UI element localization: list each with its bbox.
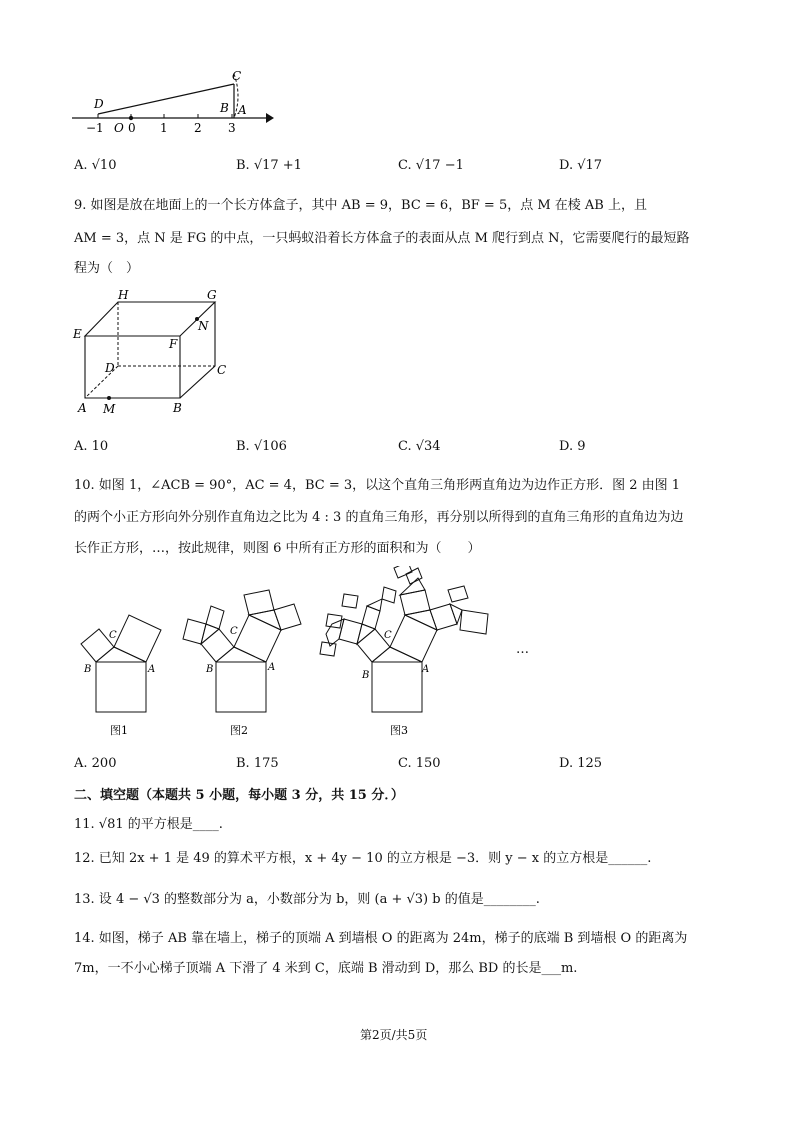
pythagoras-figure-3: [312, 566, 502, 740]
tick-label: 0: [128, 121, 136, 135]
q9-option-a[interactable]: A. 10: [74, 439, 109, 454]
label-B: B: [84, 664, 92, 675]
label-M: M: [103, 402, 116, 416]
q8-option-a[interactable]: A. √10: [74, 158, 117, 173]
label-B: B: [362, 670, 370, 681]
label-C: C: [232, 69, 242, 83]
label-N: N: [198, 319, 209, 333]
section-heading: 二、填空题（本题共 5 小题，每小题 3 分，共 15 分．）: [74, 788, 404, 803]
q9-line-1: 9. 如图是放在地面上的一个长方体盒子，其中 AB = 9，BC = 6，BF = 5，点 M 在棱 AB 上，且: [74, 198, 647, 213]
tick-label: 3: [228, 121, 236, 135]
number-line-figure: [66, 64, 276, 136]
tick-label: 1: [160, 121, 168, 135]
label-B: B: [173, 401, 182, 415]
pythagoras-figure-2: [170, 588, 320, 740]
cuboid-figure: [70, 286, 240, 418]
q14-line-2: 7m，一不小心梯子顶端 A 下滑了 4 米到 C，底端 B 滑动到 D，那么 BD 的长是___m.: [74, 961, 578, 976]
q10-option-b[interactable]: B. 175: [236, 756, 279, 771]
label-B: B: [220, 101, 229, 115]
label-A: A: [268, 662, 276, 673]
q10-line-3: 长作正方形，…，按此规律，则图 6 中所有正方形的面积和为（ ）: [74, 541, 481, 556]
label-B: B: [206, 664, 214, 675]
label-E: E: [73, 327, 82, 341]
tick-label: −1: [86, 121, 104, 135]
pythagoras-figure-1: [66, 600, 176, 740]
q9-line-3: 程为（ ）: [74, 261, 140, 276]
label-H: H: [118, 288, 129, 302]
q8-option-b[interactable]: B. √17 +1: [236, 158, 302, 173]
q11-text: 11. √81 的平方根是____.: [74, 817, 223, 832]
q9-option-c[interactable]: C. √34: [398, 439, 441, 454]
q12-text: 12. 已知 2x + 1 是 49 的算术平方根，x + 4y − 10 的立方根是 −3．则 y − x 的立方根是______.: [74, 851, 652, 866]
q9-line-2: AM = 3，点 N 是 FG 的中点，一只蚂蚁沿着长方体盒子的表面从点 M 爬行到点 N，它需要爬行的最短路: [74, 231, 690, 246]
q10-option-d[interactable]: D. 125: [559, 756, 603, 771]
q8-option-c[interactable]: C. √17 −1: [398, 158, 464, 173]
fig-caption-2: 图2: [230, 724, 248, 737]
page-footer: 第2页/共5页: [360, 1028, 428, 1042]
q13-text: 13. 设 4 − √3 的整数部分为 a，小数部分为 b，则 (a + √3) b 的值是________.: [74, 892, 540, 907]
q10-option-c[interactable]: C. 150: [398, 756, 441, 771]
q10-line-2: 的两个小正方形向外分别作直角边之比为 4 : 3 的直角三角形，再分别以所得到的直角三角形的直角边为边: [74, 510, 684, 525]
q14-line-1: 14. 如图，梯子 AB 靠在墙上，梯子的顶端 A 到墙根 O 的距离为 24m，梯子的底端 B 到墙根 O 的距离为: [74, 931, 688, 946]
tick-label: 2: [194, 121, 202, 135]
label-D: D: [94, 97, 104, 111]
label-C: C: [384, 630, 392, 641]
label-C: C: [230, 626, 238, 637]
label-F: F: [169, 337, 178, 351]
label-C: C: [217, 363, 227, 377]
q10-line-1: 10. 如图 1，∠ACB = 90°，AC = 4，BC = 3，以这个直角三角形两直角边为边作正方形．图 2 由图 1: [74, 478, 681, 493]
fig-caption-3: 图3: [390, 724, 408, 737]
figure-ellipsis: …: [516, 642, 529, 657]
label-A: A: [422, 664, 430, 675]
label-O: O: [114, 121, 124, 135]
q10-option-a[interactable]: A. 200: [74, 756, 117, 771]
label-C: C: [109, 630, 117, 641]
q8-option-d[interactable]: D. √17: [559, 158, 603, 173]
q9-option-b[interactable]: B. √106: [236, 439, 287, 454]
fig-caption-1: 图1: [110, 724, 128, 737]
label-A: A: [238, 103, 247, 117]
q9-option-d[interactable]: D. 9: [559, 439, 586, 454]
label-A: A: [148, 664, 156, 675]
label-A: A: [78, 401, 87, 415]
label-D: D: [105, 361, 115, 375]
label-G: G: [207, 288, 217, 302]
